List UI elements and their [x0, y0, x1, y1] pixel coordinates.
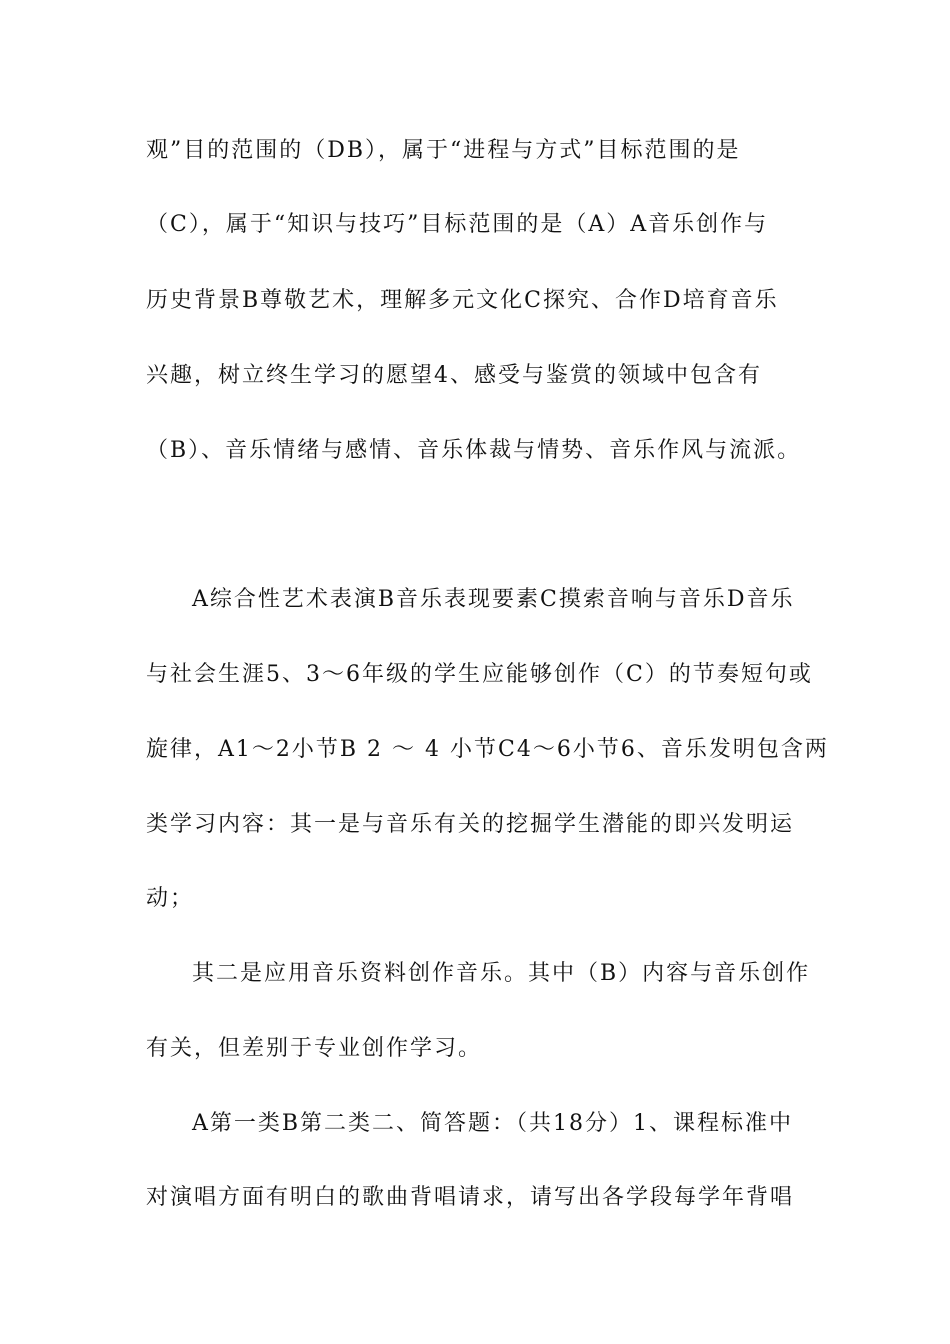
text-line-14: 对演唱方面有明白的歌曲背唱请求，请写出各学段每学年背唱 — [146, 1185, 795, 1210]
text-line-1: 观”目的范围的（DB），属于“进程与方式”目标范围的是 — [146, 138, 741, 163]
text-line-13: A第一类B第二类二、简答题：（共18分）1、课程标准中 — [192, 1111, 794, 1136]
text-line-3: 历史背景B尊敬艺术，理解多元文化C探究、合作D培育音乐 — [146, 288, 779, 313]
text-line-8: 旋律，A1～2小节B 2 ～ 4 小节C4～6小节6、音乐发明包含两 — [146, 737, 829, 762]
text-line-10: 动； — [146, 886, 195, 911]
text-line-6: A综合性艺术表演B音乐表现要素C摸索音响与音乐D音乐 — [192, 587, 795, 612]
text-line-4: 兴趣，树立终生学习的愿望4、感受与鉴赏的领域中包含有 — [146, 363, 762, 388]
text-line-9: 类学习内容：其一是与音乐有关的挖掘学生潜能的即兴发明运 — [146, 812, 795, 837]
text-line-2: （C），属于“知识与技巧”目标范围的是（A）A音乐创作与 — [146, 212, 769, 237]
text-line-7: 与社会生涯5、3～6年级的学生应能够创作（C）的节奏短句或 — [146, 662, 813, 687]
text-line-12: 有关，但差别于专业创作学习。 — [146, 1036, 483, 1061]
text-line-5: （B）、音乐情绪与感情、音乐体裁与情势、音乐作风与流派。 — [146, 438, 802, 463]
text-line-11: 其二是应用音乐资料创作音乐。其中（B）内容与音乐创作 — [192, 961, 811, 986]
